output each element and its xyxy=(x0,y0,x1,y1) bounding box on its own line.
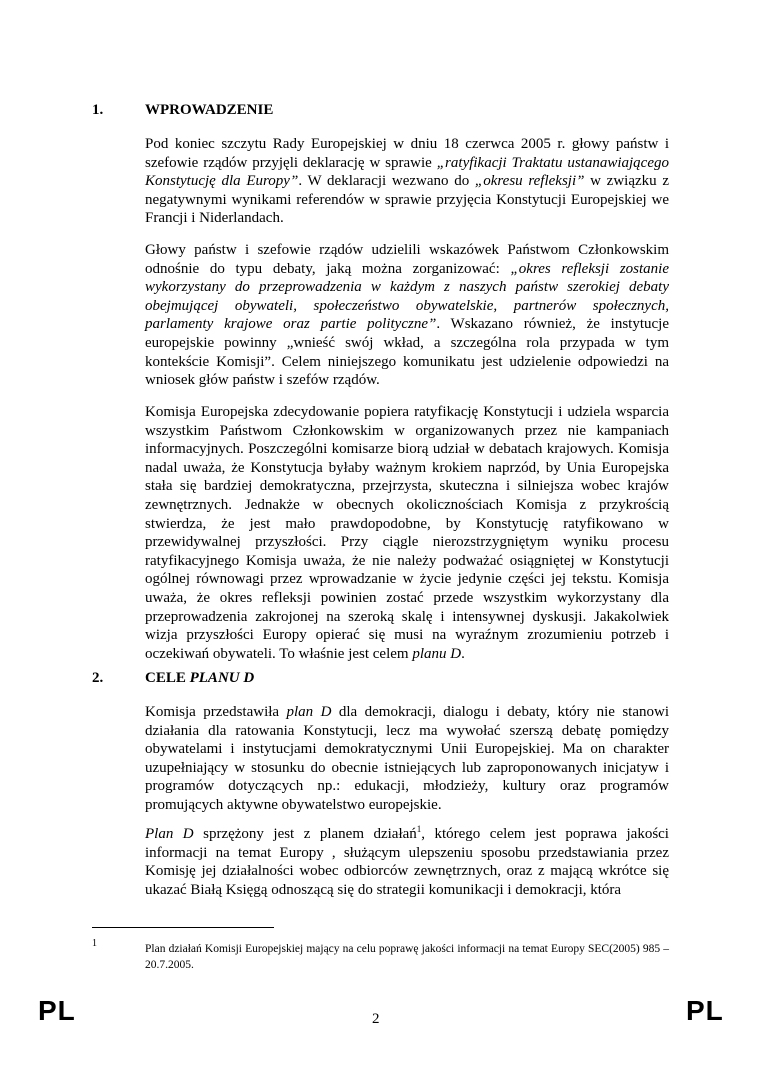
footnote-number: 1 xyxy=(92,938,97,949)
text-run: Głowy państw i szefowie rządów udzielili wskazówek Państwom Członkowskim odnośnie do typu debaty, jaką można zorganizować: xyxy=(145,242,669,277)
text-run: Komisja Europejska zdecydowanie popiera ratyfikację Konstytucji i udziela wsparcia wszystkim Państwom Członkowskim w organizowanych przez nie kampaniach informacyjnych. Poszczególni komisarze biorą udział w debatach krajowych. Komisja nadal uważa, że Konstytucja byłaby ważnym krokiem naprzód, by Unia Europejska stała się bardziej demokratyczna, przejrzysta, skuteczna i silniejsza wobec krajów zewnętrznych. Jednakże w obecnych okolicznościach Komisja z przykrością stwierdza, że jest mało prawdopodobne, by Konstytucję ratyfikowano w przewidywalnej przyszłości. Przy ciągle nierozstrzygniętym wyniku procesu ratyfikacyjnego Komisja uważa, że nie należy podważać osiągniętej w Konstytucji ogólnej równowagi przez wprowadzanie w życie jedynie części jej tekstu. Komisja uważa, że okres refleksji powinien zostać przede wszystkim wykorzystany dla przeprowadzenia zakrojonej na szeroką skalę i intensywnej dyskusji. Jakakolwiek wizja przyszłości Europy opierać się musi na wyraźnym zrozumieniu potrzeb i oczekiwań obywateli. To właśnie jest celem xyxy=(145,404,669,662)
footnote-separator xyxy=(92,927,274,928)
italic-text: „okresu refleksji” xyxy=(474,173,585,190)
text-run: sprzężony jest z planem działań xyxy=(193,826,417,842)
italic-text: Plan D xyxy=(145,826,194,842)
paragraph xyxy=(145,825,669,899)
footnote-text: Plan działań Komisji Europejskiej mający na celu poprawę jakości informacji na temat Europy SEC(2005) 985 – 20.7.2005. xyxy=(145,943,669,971)
paragraph xyxy=(145,403,669,663)
italic-text: planu D xyxy=(412,645,462,662)
section-number: 1. xyxy=(92,102,104,118)
language-code-left: PL xyxy=(38,995,76,1026)
section-number: 2. xyxy=(92,670,104,686)
italic-text: „okres refleksji zostanie wykorzystany do przeprowadzenia w każdym z naszych państw szerokiej debaty obejmującej obywateli, społeczeństwo obywatelskie, partnerów społecznych, parlamenty krajowe oraz partie polityczne” xyxy=(145,260,669,333)
section-title-plain: CELE xyxy=(145,670,190,686)
text-run: . Wskazano również, że instytucje europejskie powinny „wnieść swój wkład, a szczególna rola przypada w tym kontekście Komisji”. Celem niniejszego komunikatu jest udzielenie odpowiedzi na wniosek głów państw i szefów rządów. xyxy=(145,316,669,389)
text-run: . W deklaracji wezwano do xyxy=(298,173,475,190)
section-title: WPROWADZENIE xyxy=(145,102,274,118)
language-code-right: PL xyxy=(686,995,724,1026)
text-run: , którego celem jest poprawa jakości informacji na temat Europy , służącym ulepszeniu sposobu przedstawiania przez Komisję jej działalności wobec odbiorców zewnętrznych, oraz z mającą wkrótce się ukazać Białą Księgą odnoszącą się do strategii komunikacji i demokracji, która xyxy=(145,826,669,898)
text-run: dla demokracji, dialogu i debaty, który nie stanowi działania dla ratowania Konstytucji, lecz ma wywołać szerszą debatę pomiędzy obywatelami i instytucjami demokratycznymi Unii Europejskiej. Ma on charakter uzupełniający w stosunku do obecnie istniejących lub zaproponowanych inicjatyw i programów dotyczących np.: edukacji, młodzieży, kultury oraz programów promujących aktywne obywatelstwo europejskie. xyxy=(145,704,669,813)
paragraph xyxy=(145,703,669,815)
page-number: 2 xyxy=(372,1011,380,1027)
text-run: Pod koniec szczytu Rady Europejskiej w dniu 18 czerwca 2005 r. głowy państw i szefowie rządów przyjęli deklarację w sprawie xyxy=(145,136,669,171)
text-run: . xyxy=(461,645,465,662)
paragraph xyxy=(145,135,669,228)
footnote-reference: 1 xyxy=(416,824,422,834)
section-title-italic: PLANU D xyxy=(189,670,255,686)
paragraph xyxy=(145,241,669,390)
italic-text: „ratyfikacji Traktatu ustanawiającego Konstytucję dla Europy” xyxy=(145,154,669,190)
section-title xyxy=(145,670,254,687)
text-run: w związku z negatywnymi wynikami referendów w sprawie przyjęcia Konstytucji Europejskiej we Francji i Niderlandach. xyxy=(145,173,669,227)
italic-text: plan D xyxy=(286,704,332,720)
text-run: Komisja przedstawiła xyxy=(145,704,287,720)
